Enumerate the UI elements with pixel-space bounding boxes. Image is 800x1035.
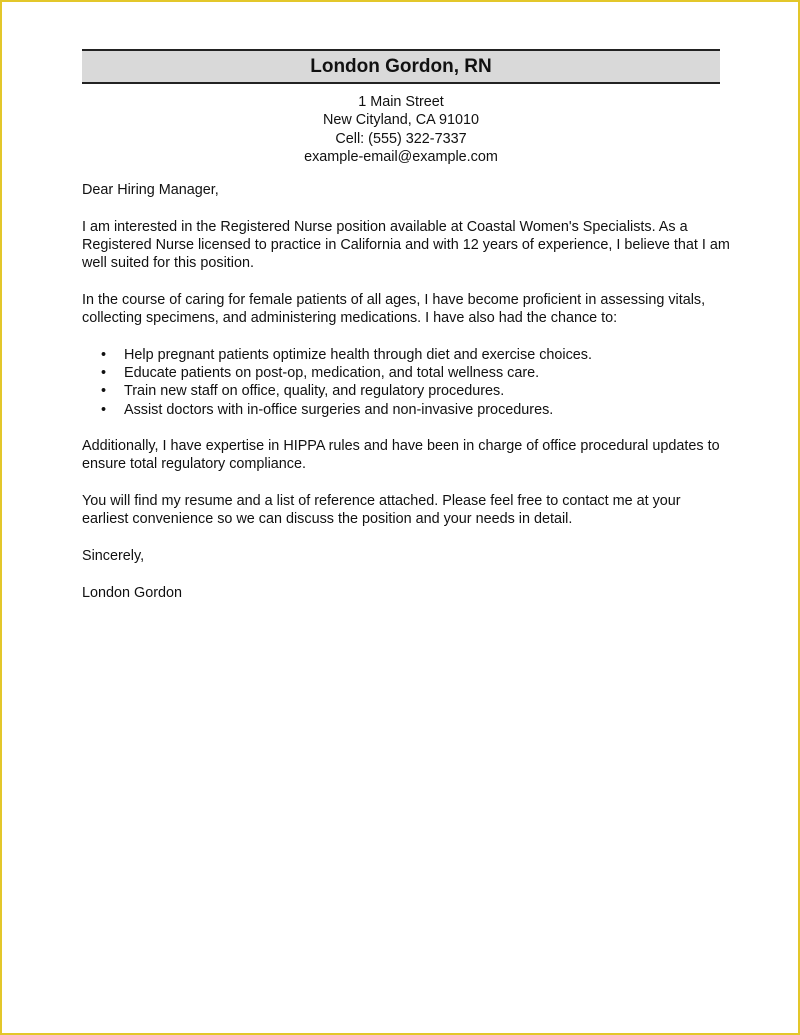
city-state-zip: New Cityland, CA 91010	[323, 112, 479, 129]
bullet-icon: •	[101, 383, 107, 400]
list-item-text: Educate patients on post-op, medication, and total wellness care.	[124, 364, 540, 381]
contact-block	[82, 93, 720, 166]
list-item	[82, 364, 730, 382]
closing: Sincerely,	[82, 547, 145, 564]
bullet-icon: •	[101, 364, 107, 381]
paragraph-contact: You will find my resume and a list of reference attached. Please feel free to contact me at your earliest convenience so we can discuss the position and your needs in detail.	[82, 493, 681, 528]
list-item-text: Help pregnant patients optimize health through diet and exercise choices.	[124, 346, 592, 363]
list-item	[82, 346, 730, 364]
bullet-icon: •	[101, 401, 107, 418]
signature-name: London Gordon	[82, 584, 183, 601]
list-item-text: Train new staff on office, quality, and regulatory procedures.	[124, 383, 505, 400]
name-header-band	[82, 49, 720, 84]
paragraph-experience: In the course of caring for female patients of all ages, I have become proficient in assessing vitals, collecting specimens, and administering medications. I have also had the chance to:	[82, 291, 706, 327]
email-address: example-email@example.com	[304, 148, 498, 165]
phone-number: Cell: (555) 322-7337	[335, 130, 467, 147]
paragraph-intro: I am interested in the Registered Nurse position available at Coastal Women's Specialists. As a Registered Nurse licensed to practice in California and with 12 years of experience, I believe that I am well suited for this position.	[82, 218, 730, 272]
salutation: Dear Hiring Manager,	[82, 182, 219, 198]
bullet-icon: •	[101, 346, 107, 363]
list-item	[82, 382, 730, 400]
skills-list	[82, 346, 730, 419]
applicant-name: London Gordon, RN	[310, 56, 492, 77]
paragraph-expertise: Additionally, I have expertise in HIPPA rules and have been in charge of office procedural updates to ensure total regulatory compliance.	[82, 438, 720, 473]
list-item	[82, 401, 730, 419]
list-item-text: Assist doctors with in-office surgeries and non-invasive procedures.	[124, 401, 554, 418]
letter-body	[82, 181, 730, 620]
street-address: 1 Main Street	[358, 94, 444, 110]
